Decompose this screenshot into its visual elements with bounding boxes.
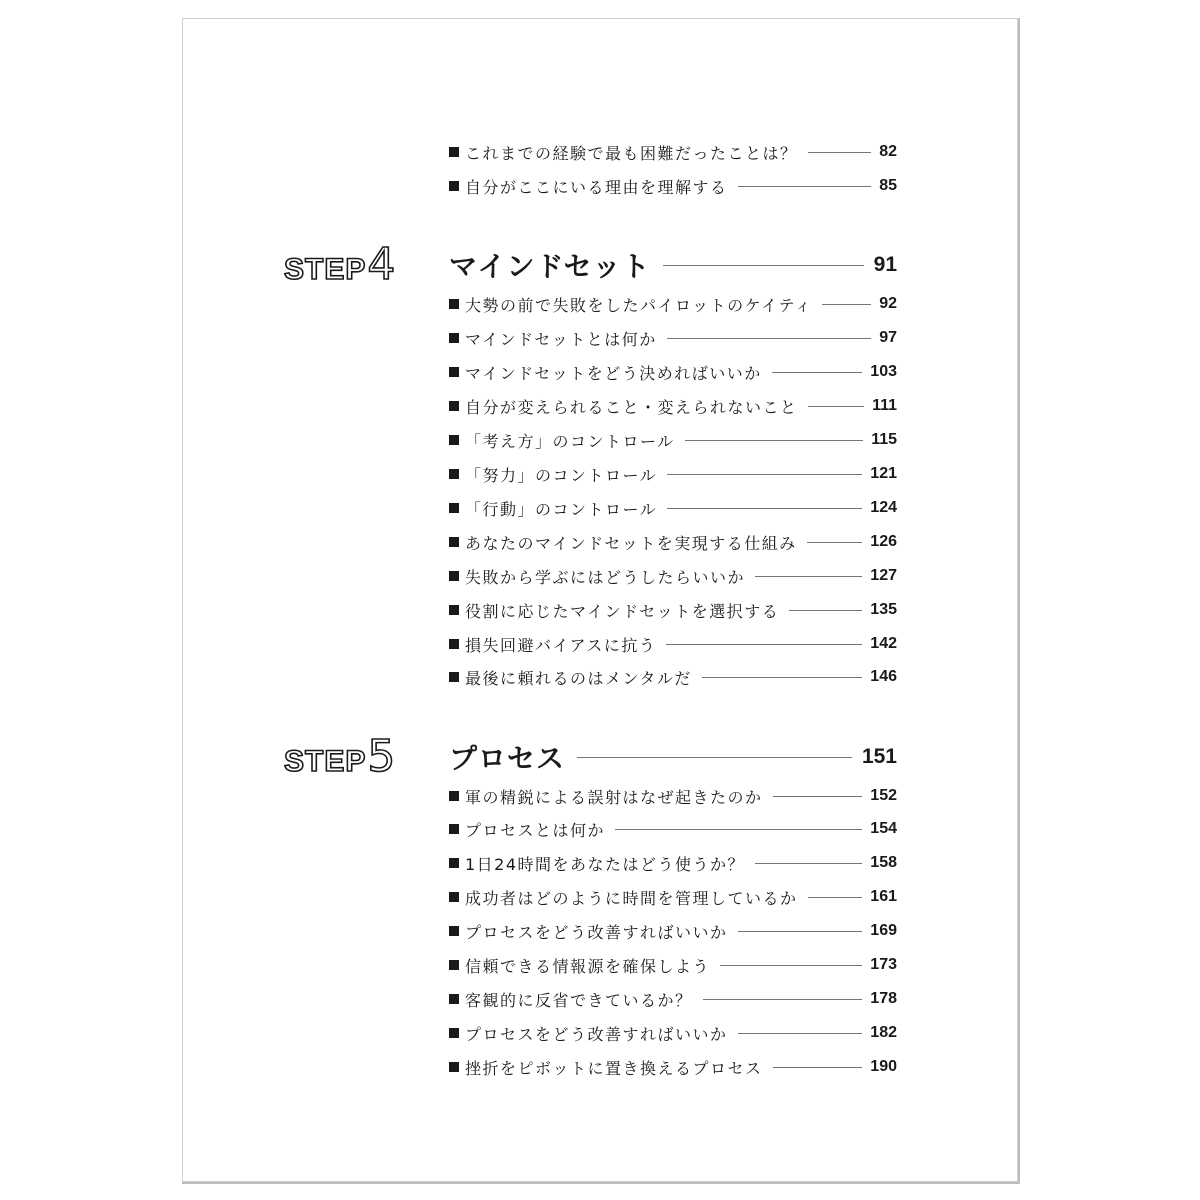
leader-line [807, 542, 863, 543]
toc-entry [449, 392, 897, 420]
leader-line [702, 677, 862, 678]
bullet-square-icon [449, 299, 459, 309]
toc-entry [449, 917, 897, 945]
entry-page-number: 190 [870, 1058, 897, 1075]
toc-entry [449, 782, 897, 810]
entry-title: マインドセットをどう決めればいいか [465, 363, 762, 383]
bullet-square-icon [449, 181, 459, 191]
entry-page-number: 152 [870, 787, 897, 804]
toc-entry [449, 849, 897, 877]
bullet-square-icon [449, 503, 459, 513]
entry-page-number: 124 [870, 499, 897, 516]
toc-entry [449, 596, 897, 624]
bullet-square-icon [449, 960, 459, 970]
leader-line [808, 897, 863, 898]
leader-line [577, 757, 852, 758]
step-number: 4 [367, 239, 396, 290]
leader-line [808, 152, 872, 153]
entry-page-number: 169 [870, 922, 897, 939]
toc-entry [449, 815, 897, 843]
entry-title: 軍の精鋭による誤射はなぜ起きたのか [465, 787, 763, 807]
leader-line [773, 796, 863, 797]
entry-page-number: 97 [879, 329, 897, 346]
leader-line [738, 1033, 863, 1034]
entry-title: 大勢の前で失敗をしたパイロットのケイティ [465, 295, 813, 315]
leader-line [789, 610, 862, 611]
toc-entry [449, 426, 897, 454]
bullet-square-icon [449, 824, 459, 834]
toc-entry [449, 985, 897, 1013]
leader-line [667, 474, 862, 475]
entry-page-number: 173 [870, 956, 897, 973]
toc-entry [449, 1053, 897, 1081]
leader-line [822, 304, 871, 305]
toc-entry [449, 138, 897, 166]
toc-entry [449, 663, 897, 691]
toc-entry [449, 883, 897, 911]
bullet-square-icon [449, 537, 459, 547]
leader-line [755, 576, 862, 577]
toc-entry [449, 324, 897, 352]
entry-page-number: 154 [870, 820, 897, 837]
leader-line [663, 265, 864, 266]
entry-title: 挫折をピボットに置き換えるプロセス [465, 1058, 763, 1078]
entry-title: プロセスをどう改善すればいいか [465, 1024, 728, 1044]
bullet-square-icon [449, 1062, 459, 1072]
bullet-square-icon [449, 791, 459, 801]
bullet-square-icon [449, 147, 459, 157]
step5-label [284, 731, 396, 782]
entry-page-number: 126 [870, 533, 897, 550]
entry-title: 1日24時間をあなたはどう使うか？ [465, 854, 746, 874]
step-word: STEP [284, 745, 367, 778]
toc-entry [449, 951, 897, 979]
entry-title: マインドセットとは何か [465, 329, 657, 349]
entry-page-number: 85 [879, 177, 897, 194]
chapter-title: プロセス [449, 742, 566, 775]
bullet-square-icon [449, 994, 459, 1004]
entry-title: 役割に応じたマインドセットを選択する [465, 601, 780, 621]
entry-page-number: 161 [870, 888, 897, 905]
entry-page-number: 115 [871, 431, 897, 448]
entry-title: プロセスとは何か [465, 820, 606, 840]
bullet-square-icon [449, 401, 459, 411]
bullet-square-icon [449, 333, 459, 343]
bullet-square-icon [449, 892, 459, 902]
bullet-square-icon [449, 1028, 459, 1038]
bullet-square-icon [449, 469, 459, 479]
entry-page-number: 92 [879, 295, 897, 312]
leader-line [738, 186, 872, 187]
leader-line [755, 863, 862, 864]
bullet-square-icon [449, 435, 459, 445]
step-word: STEP [284, 253, 367, 286]
entry-page-number: 142 [870, 635, 897, 652]
entry-page-number: 182 [870, 1024, 897, 1041]
leader-line [666, 644, 862, 645]
bullet-square-icon [449, 367, 459, 377]
entry-title: 「行動」のコントロール [465, 499, 658, 519]
entry-title: 信頼できる情報源を確保しよう [465, 956, 711, 976]
toc-entry [449, 358, 897, 386]
chapter-page-number: 151 [861, 745, 897, 768]
leader-line [773, 1067, 863, 1068]
entry-title: 失敗から学ぶにはどうしたらいいか [465, 567, 746, 587]
bullet-square-icon [449, 926, 459, 936]
entry-page-number: 103 [870, 363, 897, 380]
entry-title: 損失回避バイアスに抗う [465, 635, 657, 655]
toc-entry [449, 460, 897, 488]
entry-title: プロセスをどう改善すればいいか [465, 922, 728, 942]
entry-page-number: 111 [872, 397, 897, 414]
toc-entry [449, 562, 897, 590]
entry-page-number: 127 [870, 567, 897, 584]
chapter-heading-step5 [449, 737, 897, 777]
leader-line [720, 965, 862, 966]
bullet-square-icon [449, 639, 459, 649]
toc-entry [449, 1019, 897, 1047]
entry-page-number: 178 [870, 990, 897, 1007]
leader-line [685, 440, 864, 441]
chapter-title: マインドセット [449, 250, 651, 283]
toc-entry [449, 494, 897, 522]
toc-entry [449, 172, 897, 200]
entry-page-number: 121 [870, 465, 897, 482]
chapter-page-number: 91 [873, 253, 897, 276]
entry-title: 自分が変えられること・変えられないこと [465, 397, 798, 417]
toc-entry [449, 290, 897, 318]
entry-title: これまでの経験で最も困難だったことは？ [465, 143, 798, 163]
bullet-square-icon [449, 571, 459, 581]
entry-title: 最後に頼れるのはメンタルだ [465, 668, 692, 688]
leader-line [615, 829, 862, 830]
bullet-square-icon [449, 858, 459, 868]
leader-line [703, 999, 863, 1000]
toc-entry [449, 630, 897, 658]
step4-label [284, 239, 396, 290]
entry-title: 客観的に反省できているか？ [465, 990, 693, 1010]
entry-page-number: 158 [870, 854, 897, 871]
toc-entry [449, 528, 897, 556]
bullet-square-icon [449, 605, 459, 615]
leader-line [667, 338, 872, 339]
bullet-square-icon [449, 672, 459, 682]
step-number: 5 [367, 731, 396, 782]
entry-page-number: 146 [870, 668, 897, 685]
leader-line [808, 406, 865, 407]
entry-title: 「努力」のコントロール [465, 465, 658, 485]
leader-line [738, 931, 863, 932]
entry-title: 自分がここにいる理由を理解する [465, 177, 728, 197]
entry-title: あなたのマインドセットを実現する仕組み [465, 533, 797, 553]
entry-title: 成功者はどのように時間を管理しているか [465, 888, 798, 908]
leader-line [772, 372, 863, 373]
chapter-heading-step4 [449, 245, 897, 285]
entry-title: 「考え方」のコントロール [465, 431, 675, 451]
entry-page-number: 135 [870, 601, 897, 618]
entry-page-number: 82 [879, 143, 897, 160]
leader-line [667, 508, 862, 509]
